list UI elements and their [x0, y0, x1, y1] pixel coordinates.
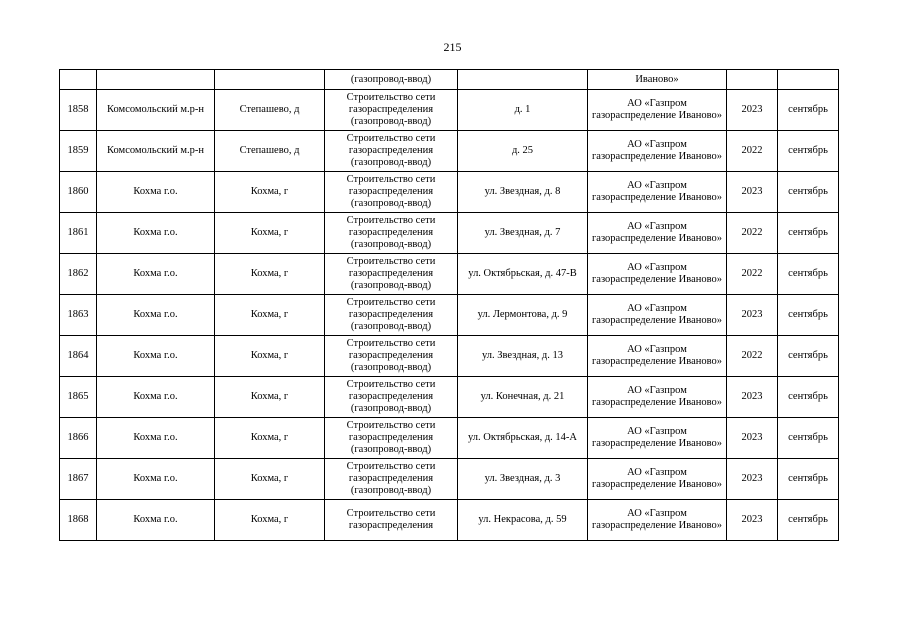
cell-month: сентябрь — [778, 295, 839, 336]
cell-work-type: Строительство сети газораспределения (газопровод-ввод) — [325, 131, 458, 172]
cell-district: Кохма г.о. — [97, 213, 215, 254]
cell-month: сентябрь — [778, 418, 839, 459]
table-row — [60, 500, 839, 541]
cell-district: Кохма г.о. — [97, 295, 215, 336]
cell-settlement: Степашево, д — [215, 90, 325, 131]
table-row — [60, 377, 839, 418]
cell-organization: АО «Газпром газораспределение Иваново» — [588, 295, 727, 336]
cell-organization: АО «Газпром газораспределение Иваново» — [588, 336, 727, 377]
cell-work-type: Строительство сети газораспределения (газопровод-ввод) — [325, 377, 458, 418]
cell-num: 1868 — [60, 500, 97, 541]
cell-district: Кохма г.о. — [97, 418, 215, 459]
cell-year: 2023 — [727, 500, 778, 541]
cell-month — [778, 70, 839, 90]
cell-organization: АО «Газпром газораспределение Иваново» — [588, 377, 727, 418]
cell-address: ул. Октябрьская, д. 47-В — [458, 254, 588, 295]
table-row — [60, 172, 839, 213]
cell-settlement — [215, 70, 325, 90]
table-row — [60, 90, 839, 131]
cell-district: Кохма г.о. — [97, 336, 215, 377]
cell-year: 2022 — [727, 131, 778, 172]
cell-work-type: Строительство сети газораспределения (газопровод-ввод) — [325, 213, 458, 254]
cell-num: 1863 — [60, 295, 97, 336]
cell-work-type: Строительство сети газораспределения (газопровод-ввод) — [325, 336, 458, 377]
cell-num: 1867 — [60, 459, 97, 500]
cell-district — [97, 70, 215, 90]
cell-settlement: Кохма, г — [215, 336, 325, 377]
cell-settlement: Кохма, г — [215, 213, 325, 254]
cell-organization: АО «Газпром газораспределение Иваново» — [588, 172, 727, 213]
page-number: 215 — [443, 40, 462, 54]
cell-month: сентябрь — [778, 459, 839, 500]
cell-organization: АО «Газпром газораспределение Иваново» — [588, 254, 727, 295]
cell-num: 1858 — [60, 90, 97, 131]
cell-district: Комсомольский м.р-н — [97, 90, 215, 131]
cell-month: сентябрь — [778, 90, 839, 131]
cell-district: Кохма г.о. — [97, 254, 215, 295]
cell-address — [458, 70, 588, 90]
cell-address: ул. Звездная, д. 3 — [458, 459, 588, 500]
cell-settlement: Кохма, г — [215, 295, 325, 336]
cell-year: 2023 — [727, 90, 778, 131]
cell-month: сентябрь — [778, 213, 839, 254]
cell-settlement: Кохма, г — [215, 500, 325, 541]
table-row — [60, 295, 839, 336]
cell-organization: Иваново» — [588, 70, 727, 90]
cell-organization: АО «Газпром газораспределение Иваново» — [588, 459, 727, 500]
cell-district: Кохма г.о. — [97, 172, 215, 213]
cell-settlement: Кохма, г — [215, 377, 325, 418]
cell-settlement: Кохма, г — [215, 254, 325, 295]
cell-work-type: Строительство сети газораспределения — [325, 500, 458, 541]
cell-organization: АО «Газпром газораспределение Иваново» — [588, 131, 727, 172]
table-row — [60, 213, 839, 254]
cell-address: ул. Конечная, д. 21 — [458, 377, 588, 418]
cell-address: ул. Некрасова, д. 59 — [458, 500, 588, 541]
cell-year: 2022 — [727, 213, 778, 254]
cell-year: 2023 — [727, 418, 778, 459]
cell-num — [60, 70, 97, 90]
cell-organization: АО «Газпром газораспределение Иваново» — [588, 213, 727, 254]
cell-work-type: Строительство сети газораспределения (газопровод-ввод) — [325, 90, 458, 131]
cell-year — [727, 70, 778, 90]
cell-settlement: Кохма, г — [215, 459, 325, 500]
cell-year: 2023 — [727, 459, 778, 500]
cell-year: 2022 — [727, 336, 778, 377]
cell-address: д. 1 — [458, 90, 588, 131]
cell-year: 2022 — [727, 254, 778, 295]
cell-year: 2023 — [727, 295, 778, 336]
cell-work-type: Строительство сети газораспределения (газопровод-ввод) — [325, 418, 458, 459]
cell-organization: АО «Газпром газораспределение Иваново» — [588, 500, 727, 541]
cell-address: ул. Звездная, д. 7 — [458, 213, 588, 254]
cell-district: Кохма г.о. — [97, 377, 215, 418]
cell-organization: АО «Газпром газораспределение Иваново» — [588, 418, 727, 459]
table-row — [60, 254, 839, 295]
cell-month: сентябрь — [778, 336, 839, 377]
cell-num: 1866 — [60, 418, 97, 459]
cell-year: 2023 — [727, 377, 778, 418]
cell-num: 1862 — [60, 254, 97, 295]
cell-work-type: Строительство сети газораспределения (газопровод-ввод) — [325, 172, 458, 213]
cell-month: сентябрь — [778, 254, 839, 295]
cell-district: Комсомольский м.р-н — [97, 131, 215, 172]
cell-address: д. 25 — [458, 131, 588, 172]
cell-settlement: Степашево, д — [215, 131, 325, 172]
cell-address: ул. Звездная, д. 13 — [458, 336, 588, 377]
cell-num: 1859 — [60, 131, 97, 172]
registry-table — [59, 69, 839, 541]
cell-settlement: Кохма, г — [215, 418, 325, 459]
table-row — [60, 131, 839, 172]
cell-year: 2023 — [727, 172, 778, 213]
cell-month: сентябрь — [778, 172, 839, 213]
cell-work-type: (газопровод-ввод) — [325, 70, 458, 90]
cell-work-type: Строительство сети газораспределения (газопровод-ввод) — [325, 459, 458, 500]
cell-district: Кохма г.о. — [97, 500, 215, 541]
cell-settlement: Кохма, г — [215, 172, 325, 213]
table-row — [60, 336, 839, 377]
cell-work-type: Строительство сети газораспределения (газопровод-ввод) — [325, 295, 458, 336]
table-row — [60, 418, 839, 459]
table-row — [60, 459, 839, 500]
cell-num: 1864 — [60, 336, 97, 377]
cell-organization: АО «Газпром газораспределение Иваново» — [588, 90, 727, 131]
cell-num: 1865 — [60, 377, 97, 418]
cell-address: ул. Октябрьская, д. 14-А — [458, 418, 588, 459]
cell-num: 1861 — [60, 213, 97, 254]
cell-month: сентябрь — [778, 131, 839, 172]
continuation-row — [60, 70, 839, 90]
cell-address: ул. Лермонтова, д. 9 — [458, 295, 588, 336]
cell-district: Кохма г.о. — [97, 459, 215, 500]
cell-address: ул. Звездная, д. 8 — [458, 172, 588, 213]
cell-month: сентябрь — [778, 377, 839, 418]
cell-work-type: Строительство сети газораспределения (газопровод-ввод) — [325, 254, 458, 295]
cell-num: 1860 — [60, 172, 97, 213]
cell-month: сентябрь — [778, 500, 839, 541]
